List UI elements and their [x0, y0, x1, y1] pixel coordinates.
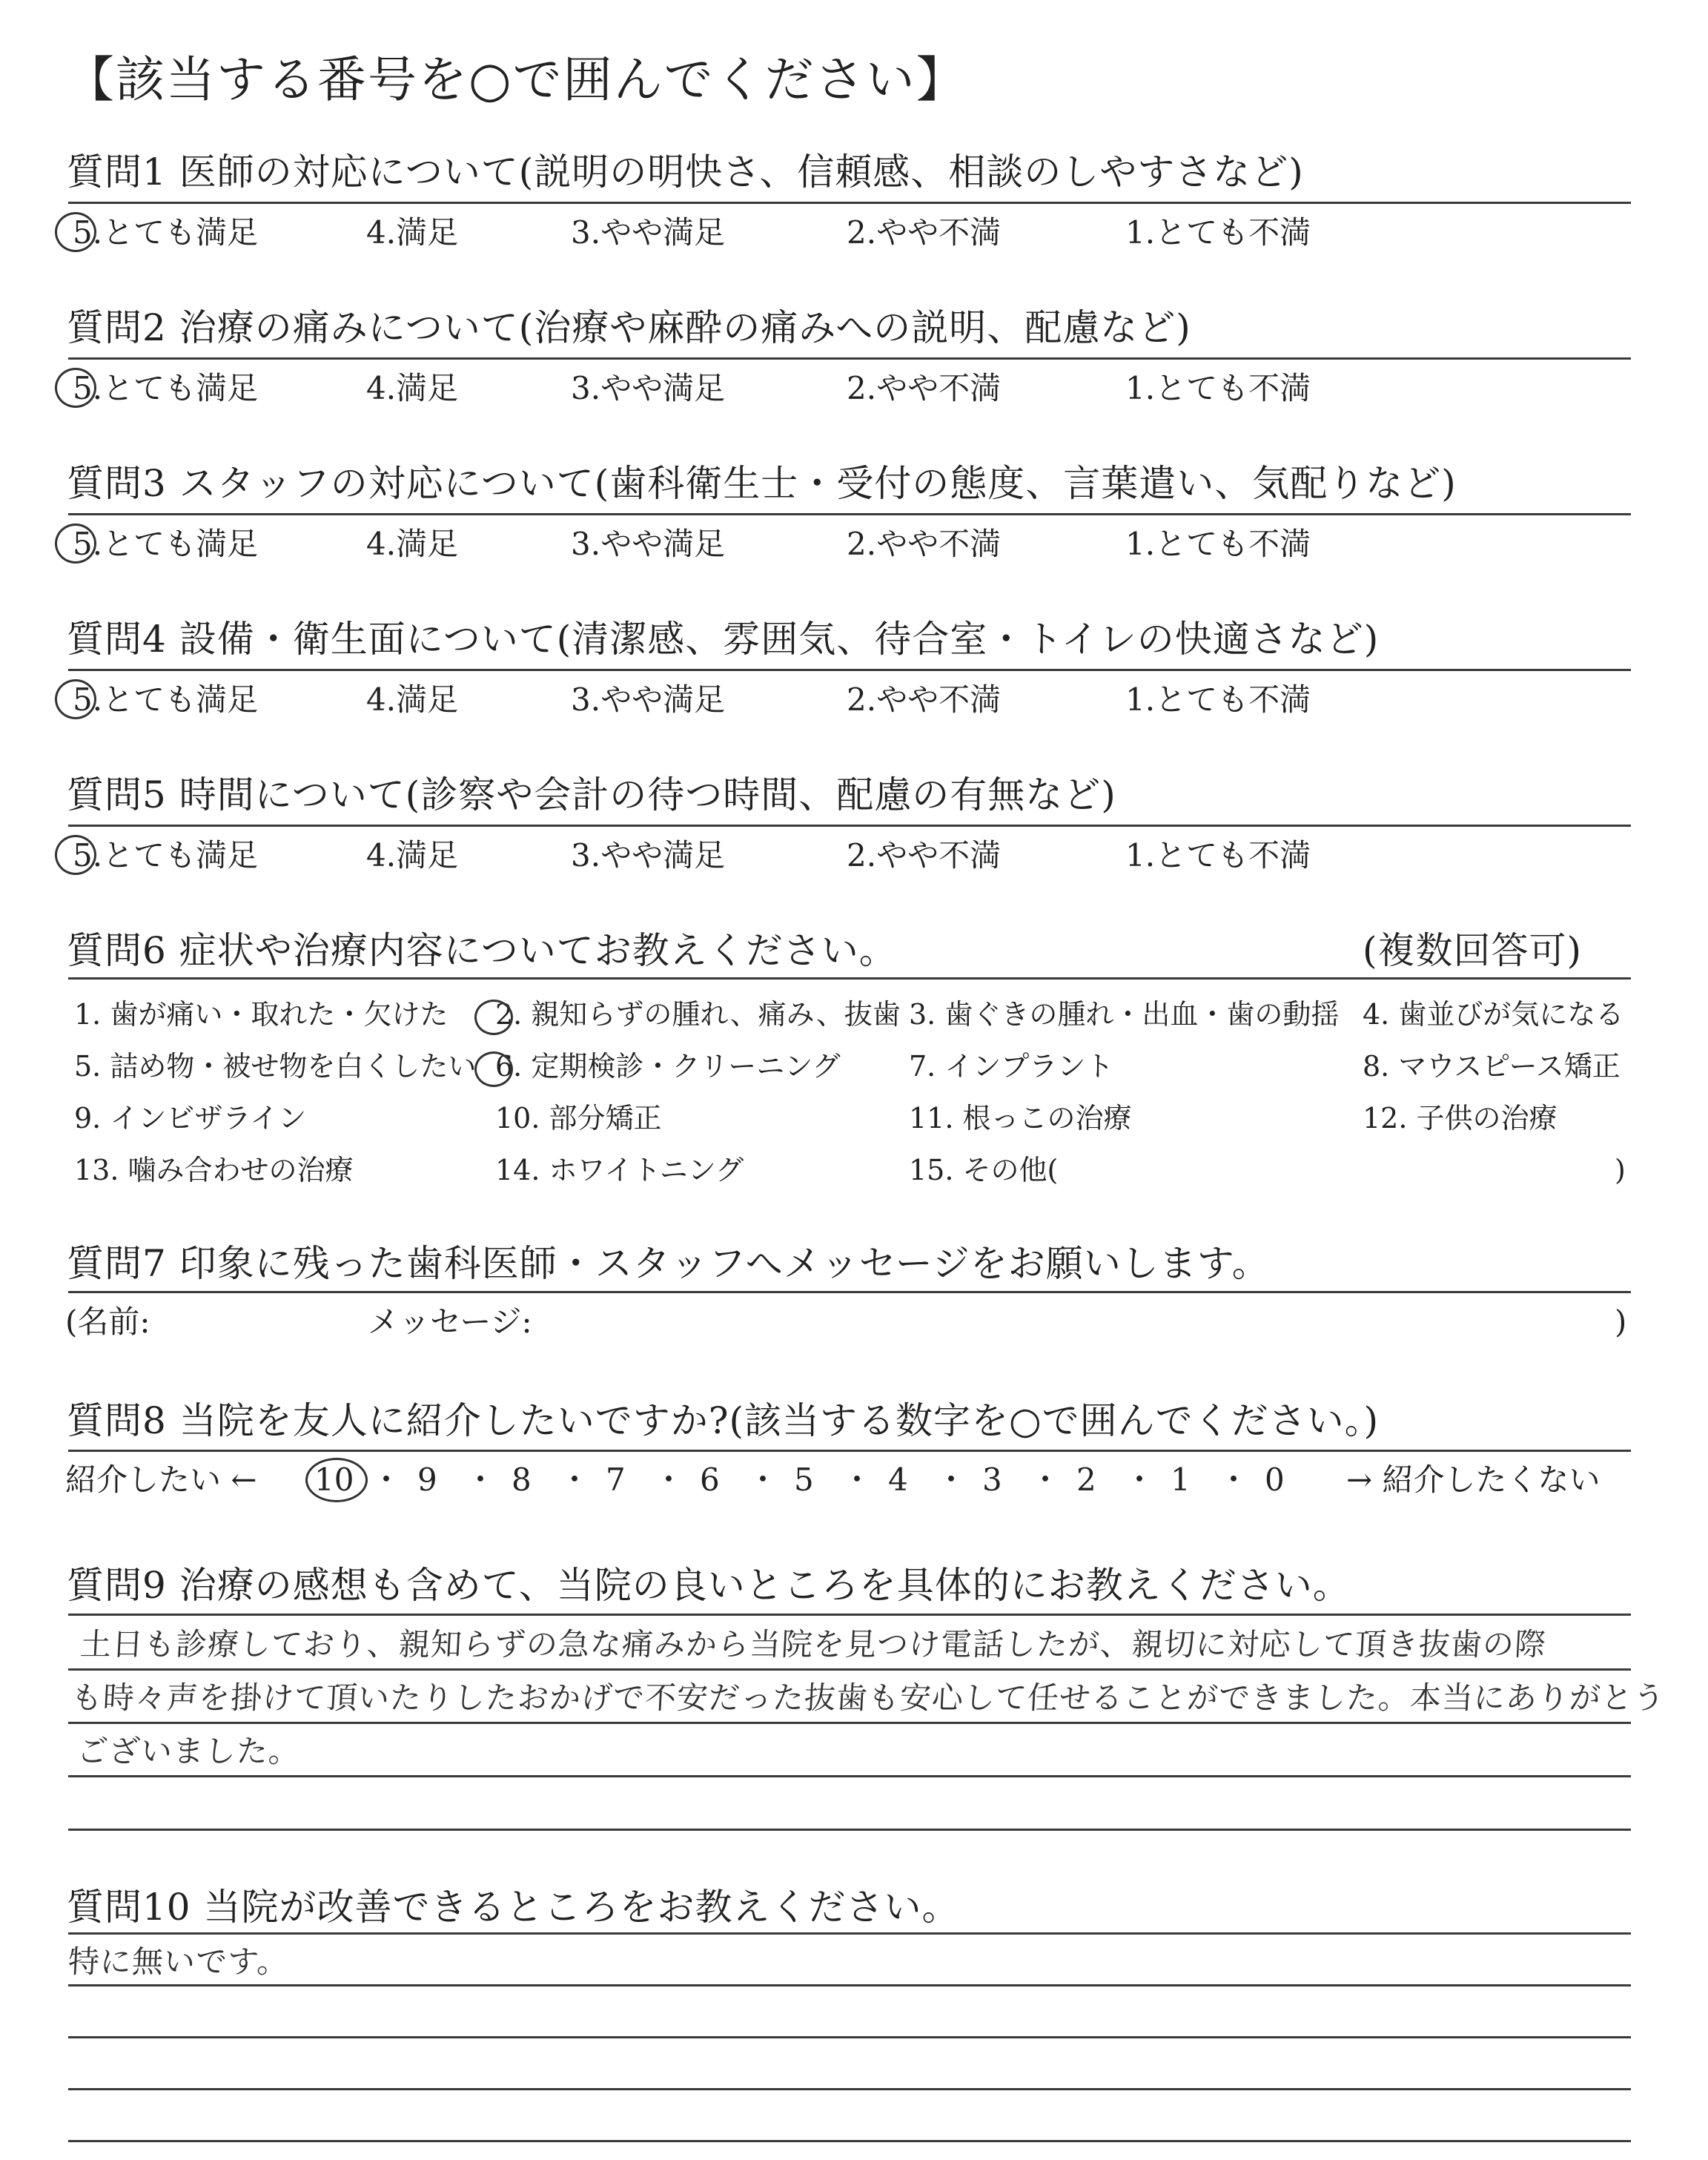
q8-left-label: 紹介したい ← [65, 1462, 257, 1498]
rating-option[interactable]: 5.とても満足 [73, 681, 259, 718]
rating-option[interactable]: 3.やや満足 [571, 681, 726, 718]
q6-option[interactable]: 12. 子供の治療 [1363, 1102, 1558, 1135]
answer-line [68, 1829, 1631, 1831]
answer-line [68, 1722, 1631, 1724]
rating-option[interactable]: 1.とても不満 [1125, 214, 1311, 251]
rating-option[interactable]: 2.やや不満 [847, 837, 1002, 873]
q8-scale-value[interactable]: 2 [1076, 1462, 1096, 1498]
q6-option[interactable]: 8. マウスピース矯正 [1363, 1050, 1621, 1083]
q6-option[interactable]: 1. 歯が痛い・取れた・欠けた [74, 998, 448, 1031]
rating-option[interactable]: 4.満足 [366, 681, 459, 718]
rating-option[interactable]: 5.とても満足 [73, 526, 259, 562]
rating-option[interactable]: 2.やや不満 [847, 214, 1002, 251]
q1-question: 質問1 医師の対応について(説明の明快さ、信頼感、相談のしやすさなど) [67, 151, 1304, 194]
q6-note: (複数回答可) [1363, 929, 1583, 972]
rating-option[interactable]: 1.とても不満 [1125, 526, 1311, 562]
q8-scale-separator: ・ [936, 1462, 967, 1498]
q6-option[interactable]: 7. インプラント [909, 1050, 1114, 1083]
q4-question: 質問4 設備・衛生面について(清潔感、雰囲気、待合室・トイレの快適さなど) [67, 618, 1380, 661]
q2-question: 質問2 治療の痛みについて(治療や麻酔の痛みへの説明、配慮など) [67, 306, 1191, 349]
q8-right-label: → 紹介したくない [1346, 1462, 1601, 1498]
divider [68, 1614, 1631, 1616]
q6-option[interactable]: 9. インビザライン [74, 1102, 307, 1135]
selection-circle [55, 524, 96, 564]
q8-scale-separator: ・ [559, 1462, 591, 1498]
q8-scale-separator: ・ [1124, 1462, 1156, 1498]
q6-option[interactable]: 11. 根っこの治療 [909, 1102, 1132, 1135]
q6-close-paren: ) [1615, 1154, 1626, 1186]
q7-message-label: メッセージ: [368, 1304, 532, 1340]
q8-scale-separator: ・ [371, 1462, 403, 1498]
rating-option[interactable]: 4.満足 [366, 837, 459, 873]
divider [68, 202, 1631, 204]
divider [68, 1450, 1631, 1452]
q8-scale-value[interactable]: 0 [1265, 1462, 1285, 1498]
answer-line [68, 1668, 1631, 1671]
rating-option[interactable]: 4.満足 [366, 370, 459, 406]
q8-scale-value[interactable]: 10 [314, 1462, 354, 1498]
q8-scale-value[interactable]: 5 [794, 1462, 814, 1498]
q10-question: 質問10 当院が改善できるところをお教えください。 [67, 1886, 960, 1929]
rating-option[interactable]: 3.やや満足 [571, 837, 726, 873]
q8-scale-value[interactable]: 8 [512, 1462, 532, 1498]
q6-option[interactable]: 13. 噛み合わせの治療 [74, 1154, 354, 1186]
q6-option[interactable]: 6. 定期検診・クリーニング [495, 1050, 841, 1083]
selection-circle [55, 368, 96, 408]
q6-option[interactable]: 2. 親知らずの腫れ、痛み、抜歯 [495, 998, 901, 1031]
q6-option[interactable]: 15. その他( [909, 1154, 1059, 1186]
answer-line [68, 1984, 1631, 1986]
rating-option[interactable]: 3.やや満足 [571, 526, 726, 562]
rating-option[interactable]: 1.とても不満 [1125, 370, 1311, 406]
selection-circle [55, 679, 96, 719]
q6-option[interactable]: 14. ホワイトニング [495, 1154, 744, 1186]
answer-line [68, 2088, 1631, 2090]
rating-option[interactable]: 1.とても不満 [1125, 681, 1311, 718]
divider [68, 357, 1631, 360]
q8-scale-value[interactable]: 6 [700, 1462, 720, 1498]
q9-answer-line-3: ございました。 [76, 1733, 302, 1769]
q6-option[interactable]: 4. 歯並びが気になる [1363, 998, 1624, 1031]
q8-question: 質問8 当院を友人に紹介したいですか?(該当する数字を○で囲んでください。) [67, 1399, 1380, 1442]
q8-scale-value[interactable]: 1 [1171, 1462, 1191, 1498]
divider [68, 513, 1631, 515]
q8-scale-separator: ・ [1218, 1462, 1250, 1498]
q8-scale-value[interactable]: 9 [417, 1462, 437, 1498]
q9-answer-line-2: も時々声を掛けて頂いたりしたおかげで不安だった抜歯も安心して任せることができました。本当にありがとう [70, 1680, 1666, 1716]
rating-option[interactable]: 5.とても満足 [73, 370, 259, 406]
q7-close-paren: ) [1615, 1304, 1627, 1340]
divider [68, 669, 1631, 671]
q5-question: 質問5 時間について(診察や会計の待つ時間、配慮の有無など) [67, 773, 1116, 816]
q6-option[interactable]: 10. 部分矯正 [495, 1102, 662, 1135]
q8-scale-value[interactable]: 3 [982, 1462, 1002, 1498]
q8-scale-value[interactable]: 7 [606, 1462, 626, 1498]
rating-option[interactable]: 2.やや不満 [847, 526, 1002, 562]
q3-question: 質問3 スタッフの対応について(歯科衛生士・受付の態度、言葉遣い、気配りなど) [67, 462, 1457, 505]
rating-option[interactable]: 3.やや満足 [571, 370, 726, 406]
q6-option[interactable]: 3. 歯ぐきの腫れ・出血・歯の動揺 [909, 998, 1340, 1031]
rating-option[interactable]: 5.とても満足 [73, 214, 259, 251]
q7-question: 質問7 印象に残った歯科医師・スタッフへメッセージをお願いします。 [67, 1242, 1270, 1285]
q8-scale-value[interactable]: 4 [888, 1462, 908, 1498]
selection-circle [305, 1458, 368, 1502]
rating-option[interactable]: 2.やや不満 [847, 681, 1002, 718]
divider [68, 825, 1631, 827]
rating-option[interactable]: 3.やや満足 [571, 214, 726, 251]
selection-circle [55, 212, 96, 252]
q10-answer: 特に無いです。 [67, 1943, 290, 1980]
divider [68, 1291, 1631, 1293]
q8-scale-separator: ・ [747, 1462, 779, 1498]
q8-scale-separator: ・ [841, 1462, 873, 1498]
q6-question: 質問6 症状や治療内容についてお教えください。 [67, 929, 897, 972]
answer-line [68, 2140, 1631, 2142]
rating-option[interactable]: 4.満足 [366, 214, 459, 251]
answer-line [68, 1775, 1631, 1777]
page-title: 【該当する番号を○で囲んでください】 [65, 51, 967, 108]
q8-scale-separator: ・ [465, 1462, 497, 1498]
answer-line [68, 2036, 1631, 2038]
q8-scale-separator: ・ [1030, 1462, 1062, 1498]
q7-name-label: (名前: [65, 1304, 150, 1340]
selection-circle [474, 1051, 513, 1087]
divider [68, 1932, 1631, 1935]
q9-answer-line-1: 土日も診療しており、親知らずの急な痛みから当院を見つけ電話したが、親切に対応して頂き抜歯の際 [79, 1626, 1548, 1662]
rating-option[interactable]: 4.満足 [366, 526, 459, 562]
rating-option[interactable]: 2.やや不満 [847, 370, 1002, 406]
selection-circle [55, 835, 96, 875]
rating-option[interactable]: 5.とても満足 [73, 837, 259, 873]
q9-question: 質問9 治療の感想も含めて、当院の良いところを具体的にお教えください。 [67, 1564, 1351, 1607]
selection-circle [474, 1000, 513, 1035]
q6-option[interactable]: 5. 詰め物・被せ物を白くしたい [74, 1050, 477, 1083]
divider [68, 977, 1631, 980]
rating-option[interactable]: 1.とても不満 [1125, 837, 1311, 873]
q8-scale-separator: ・ [653, 1462, 685, 1498]
